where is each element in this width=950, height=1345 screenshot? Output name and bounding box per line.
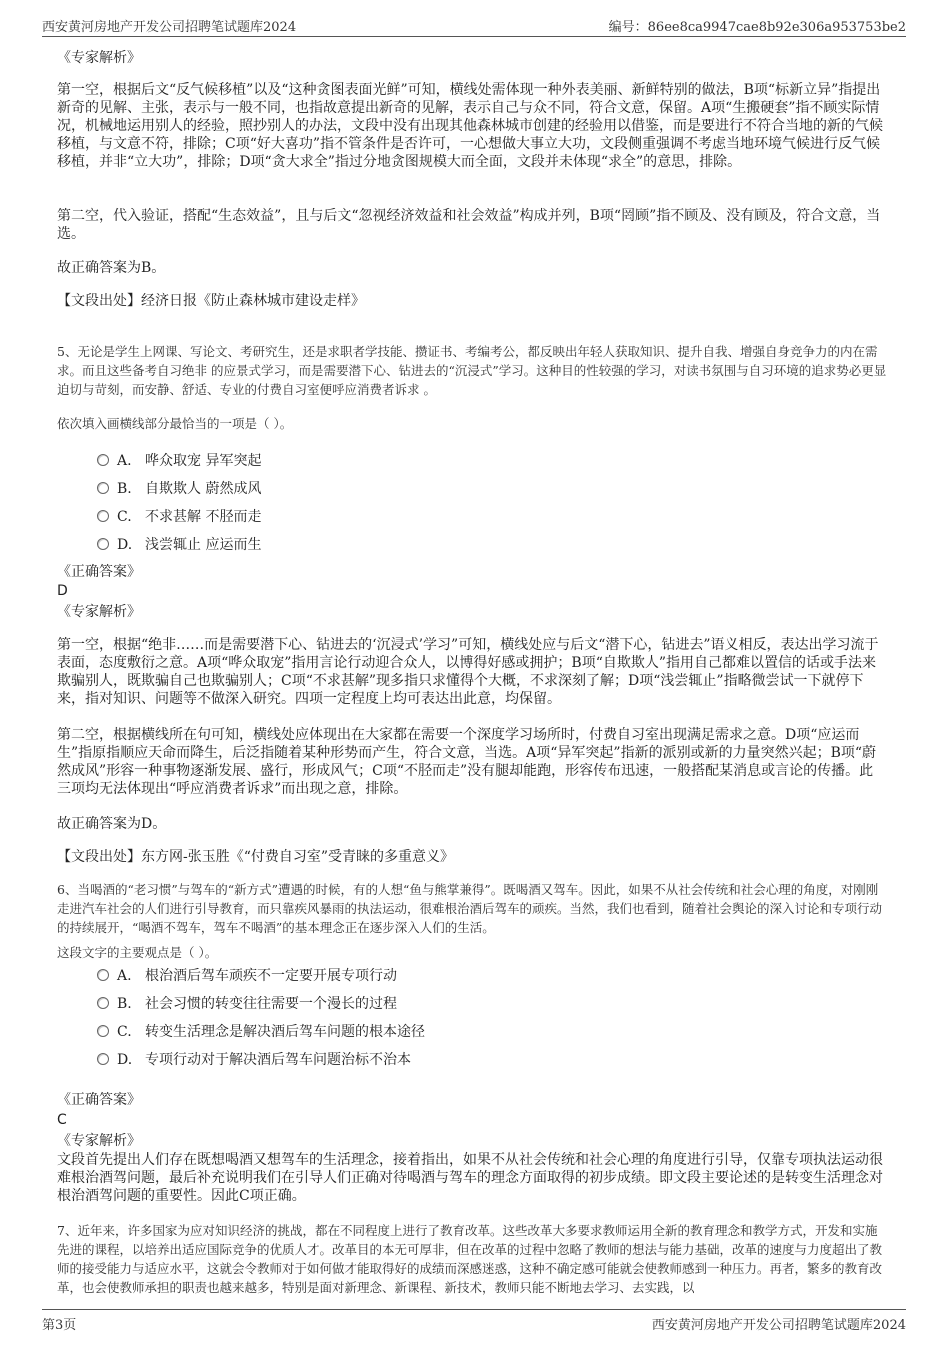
page-footer	[42, 1309, 906, 1334]
page-header	[42, 14, 906, 37]
header-title: 西安黄河房地产开发公司招聘笔试题库2024	[42, 20, 297, 35]
q7-stem: 7、近年来，许多国家为应对知识经济的挑战，都在不同程度上进行了教育改革。这些改革大多要求教师运用全新的教育理念和教学方式，开发和实施先进的课程，以培养出适应国际竞争的优质人才。改革目的本无可厚非，但在改革的过程中忽略了教师的想法与能力基础，改革的速度与力度超出了教师的接受能力与适应水平，这就会令教师对于如何做才能取得好的成绩而深感迷惑，这种不确定感可能就会使教师感到一种压力。再者，繁多的教育改革，也会使教师承担的职责也越来越多，特别是面对新理念、新课程、新技术，教师只能不断地去学习、去实践，以	[57, 1223, 883, 1295]
q5-stem: 5、无论是学生上网课、写论文、考研究生，还是求职者学技能、攒证书、考编考公，都反映出年轻人获取知识、提升自我、增强自身竞争力的内在需求。而且这些备考自习绝非 的应景式学习，而是需要潜下心、钻进去的“沉浸式”学习。这种目的性较强的学习，对读书氛围与自习环境的追求势必更显迫切与苛刻，而安静、舒适、专业的付费自习室便呼应消费者诉求 。	[57, 344, 887, 397]
q5-option-a[interactable]: A. 哗众取宠 异军突起	[97, 450, 261, 472]
q5-option-b[interactable]: B. 自欺欺人 蔚然成风	[97, 478, 261, 500]
radio-icon[interactable]	[97, 1025, 109, 1037]
q4-analysis-p2: 第二空，代入验证，搭配“生态效益”，且与后文“忽视经济效益和社会效益”构成并列，B项“罔顾”指不顾及、没有顾及，符合文意，当选。	[57, 208, 881, 242]
radio-icon[interactable]	[97, 997, 109, 1009]
radio-icon[interactable]	[97, 454, 109, 466]
radio-icon[interactable]	[97, 510, 109, 522]
radio-icon[interactable]	[97, 482, 109, 494]
q5-analysis-p2: 第二空，根据横线所在句可知，横线处应体现出在大家都在需要一个深度学习场所时，付费自习室出现满足需求之意。D项“应运而生”指原指顺应天命而降生，后泛指随着某种形势而产生，符合文意，当选。A项“异军突起”指新的派别或新的力量突然兴起；B项“蔚然成风”形容一种事物逐渐发展、盛行，形成风气；C项“不胫而走”没有腿却能跑，形容传布迅速，一般搭配某消息或言论的传播。此三项均无法体现出“呼应消费者诉求”而出现之意，排除。	[57, 727, 877, 797]
q6-prompt: 这段文字的主要观点是（ ）。	[57, 945, 218, 960]
q5-option-d[interactable]: D. 浅尝辄止 应运而生	[97, 534, 261, 556]
q6-option-d[interactable]: D. 专项行动对于解决酒后驾车问题治标不治本	[97, 1049, 411, 1071]
footer-page-number: 第3页	[42, 1318, 77, 1333]
q4-analysis-p1: 第一空，根据后文“反气候移植”以及“这种贪图表面光鲜”可知，横线处需体现一种外表美丽、新鲜特别的做法，B项“标新立异”指提出新奇的见解、主张，表示与一般不同，也指故意提出新奇的见解，表示自己与众不同，符合文意，保留。A项“生搬硬套”指不顾实际情况，机械地运用别人的经验，照抄别人的办法，文段中没有出现其他森林城市创建的经验用以借鉴，而是要进行不符合当地的新的气候移植，与文意不符，排除；C项“好大喜功”指不管条件是否许可，一心想做大事立大功，文段侧重强调不考虑当地环境气候进行反气候移植，并非“立大功”，排除；D项“贪大求全”指过分地贪图规模大而全面，文段并未体现“求全”的意思，排除。	[57, 82, 883, 170]
q5-analysis-label: 《专家解析》	[57, 604, 141, 620]
q5-answer-label: 《正确答案》	[57, 564, 141, 580]
q4-source: 【文段出处】经济日报《防止森林城市建设走样》	[57, 293, 365, 309]
radio-icon[interactable]	[97, 969, 109, 981]
q5-source: 【文段出处】东方网-张玉胜《“付费自习室”受青睐的多重意义》	[57, 849, 455, 865]
q5-option-c[interactable]: C. 不求甚解 不胫而走	[97, 506, 261, 528]
q5-analysis-p1: 第一空，根据“绝非……而是需要潜下心、钻进去的‘沉浸式’学习”可知，横线处应与后文“潜下心，钻进去”语义相反，表达出学习流于表面，态度敷衍之意。A项“哗众取宠”指用言论行动迎合众人，以博得好感或拥护；B项“自欺欺人”指用自己都难以置信的话或手法来欺骗别人，既欺骗自己也欺骗别人；C项“不求甚解”现多指只求懂得个大概，不求深刻了解；D项“浅尝辄止”指略微尝试一下就停下来，指对知识、问题等不做深入研究。四项一定程度上均可表达出此意，均保留。	[57, 637, 879, 707]
q6-answer: C	[57, 1112, 67, 1128]
q5-conclusion: 故正确答案为D。	[57, 816, 167, 832]
q6-option-a[interactable]: A. 根治酒后驾车顽疾不一定要开展专项行动	[97, 965, 397, 987]
q5-prompt: 依次填入画横线部分最恰当的一项是（ ）。	[57, 416, 293, 431]
q6-analysis: 文段首先提出人们存在既想喝酒又想驾车的生活理念，接着指出，如果不从社会传统和社会心理的角度进行引导，仅靠专项执法运动很难根治酒驾问题，最后补充说明我们在引导人们正确对待喝酒与驾车的理念方面取得的初步成绩。即文段主要论述的是转变生活理念对根治酒驾问题的重要性。因此C项正确。	[57, 1152, 883, 1204]
q6-stem: 6、当喝酒的“老习惯”与驾车的“新方式”遭遇的时候，有的人想“鱼与熊掌兼得”。既喝酒又驾车。因此，如果不从社会传统和社会心理的角度，对刚刚走进汽车社会的人们进行引导教育，而只靠疾风暴雨的执法运动，很难根治酒后驾车的顽疾。当然，我们也看到，随着社会舆论的深入讨论和专项行动的持续展开，“喝酒不驾车，驾车不喝酒”的基本理念正在逐步深入人们的生活。	[57, 882, 883, 935]
radio-icon[interactable]	[97, 538, 109, 550]
radio-icon[interactable]	[97, 1053, 109, 1065]
q4-analysis-label: 《专家解析》	[57, 50, 141, 66]
footer-title: 西安黄河房地产开发公司招聘笔试题库2024	[651, 1318, 906, 1333]
q6-option-c[interactable]: C. 转变生活理念是解决酒后驾车问题的根本途径	[97, 1021, 425, 1043]
q5-answer: D	[57, 583, 68, 599]
q6-answer-label: 《正确答案》	[57, 1092, 141, 1108]
q6-option-b[interactable]: B. 社会习惯的转变往往需要一个漫长的过程	[97, 993, 397, 1015]
q4-conclusion: 故正确答案为B。	[57, 260, 166, 276]
q6-analysis-label: 《专家解析》	[57, 1133, 141, 1149]
header-code: 编号：86ee8ca9947cae8b92e306a953753be2	[608, 20, 906, 35]
